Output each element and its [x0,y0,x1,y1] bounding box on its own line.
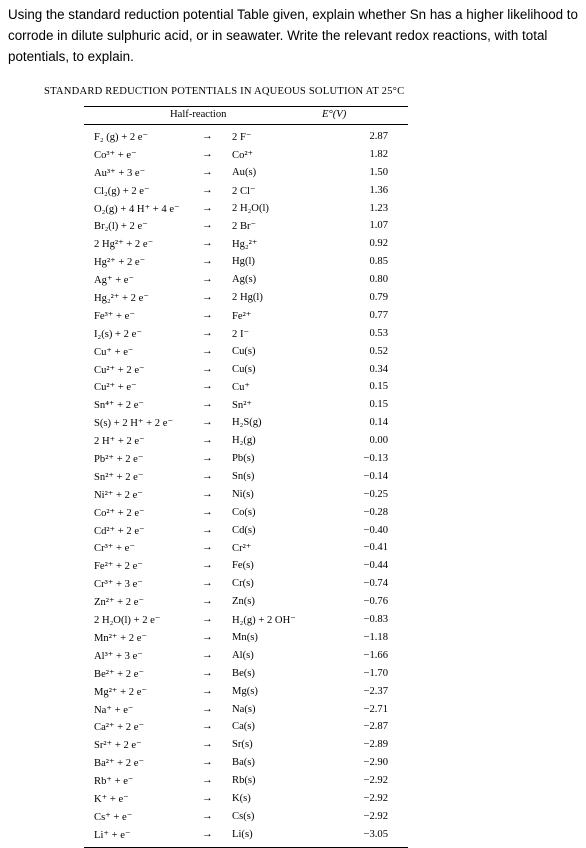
potential-value: −0.74 [363,578,388,590]
table-row [84,147,408,165]
table-row [84,433,408,451]
potential-value: 1.50 [369,166,388,178]
half-reaction-reactants: Ag⁺ + e⁻ [94,275,135,287]
half-reaction-products: Cu(s) [232,363,256,375]
potential-value: −0.40 [363,524,388,536]
half-reaction-reactants: Cu²⁺ + 2 e⁻ [94,364,145,376]
half-reaction-reactants: F₂ (g) + 2 e⁻ [94,132,149,143]
arrow-icon: → [202,274,213,286]
half-reaction-products: H₂(g) + 2 OH⁻ [232,615,296,627]
table-row [84,773,408,791]
half-reaction-products: Cr(s) [232,578,254,590]
potential-value: 0.77 [369,309,388,321]
question-text: Using the standard reduction potential Table given, explain whether Sn has a higher likelihood to corrode in dilute sulphuric acid, or in seawater. Write the relevant redox reactions, with total potentials, to explain. [8,7,578,64]
potential-value: 0.14 [369,417,388,429]
potential-value: −1.70 [363,667,388,679]
half-reaction-products: Na(s) [232,703,256,715]
arrow-icon: → [202,596,213,608]
table-row [84,326,408,344]
potential-value: 0.85 [369,256,388,268]
arrow-icon: → [202,649,213,661]
half-reaction-reactants: Li⁺ + e⁻ [94,829,131,841]
half-reaction-products: Li(s) [232,828,253,840]
half-reaction-reactants: Cr³⁺ + e⁻ [94,543,135,555]
half-reaction-products: 2 H₂O(l) [232,202,269,214]
arrow-icon: → [202,470,213,482]
table-row [84,755,408,773]
half-reaction-products: Cu⁺ [232,382,250,394]
half-reaction-reactants: Na⁺ + e⁻ [94,704,134,716]
half-reaction-products: Al(s) [232,649,254,661]
potential-value: −0.13 [363,453,388,465]
half-reaction-products: 2 I⁻ [232,328,250,340]
half-reaction-products: 2 F⁻ [232,132,252,143]
table-row [84,344,408,362]
arrow-icon: → [202,256,213,268]
half-reaction-products: Pb(s) [232,453,255,465]
arrow-icon: → [202,560,213,572]
table-row [84,576,408,594]
table-row [84,791,408,809]
potential-value: −0.41 [363,542,388,554]
half-reaction-products: Cr²⁺ [232,543,252,555]
potential-value: −2.37 [363,685,388,697]
arrow-icon: → [202,828,213,840]
half-reaction-products: Co²⁺ [232,149,254,161]
arrow-icon: → [202,363,213,375]
arrow-icon: → [202,220,213,232]
table-row [84,487,408,505]
half-reaction-products: Rb(s) [232,775,256,787]
table-row [84,236,408,254]
header-half-reaction: Half-reaction [170,109,227,120]
table-row [84,594,408,612]
half-reaction-reactants: Ca²⁺ + 2 e⁻ [94,722,145,734]
arrow-icon: → [202,667,213,679]
arrow-icon: → [202,578,213,590]
half-reaction-products: Mn(s) [232,631,258,643]
potential-value: −0.83 [363,614,388,626]
half-reaction-products: Ba(s) [232,757,255,769]
arrow-icon: → [202,184,213,196]
arrow-icon: → [202,202,213,214]
half-reaction-products: Mg(s) [232,685,258,697]
table-row [84,648,408,666]
half-reaction-reactants: Hg²⁺ + 2 e⁻ [94,257,146,269]
half-reaction-reactants: Br₂(l) + 2 e⁻ [94,221,148,233]
table-title: STANDARD REDUCTION POTENTIALS IN AQUEOUS SOLUTION AT 25°C [44,86,405,97]
half-reaction-reactants: Co³⁺ + e⁻ [94,149,137,161]
table-row [84,523,408,541]
potential-value: −1.66 [363,649,388,661]
half-reaction-products: Hg(l) [232,256,255,268]
arrow-icon: → [202,703,213,715]
arrow-icon: → [202,309,213,321]
half-reaction-products: 2 Cl⁻ [232,185,256,197]
half-reaction-reactants: Sr²⁺ + 2 e⁻ [94,740,142,752]
potential-value: −2.92 [363,810,388,822]
table-row [84,719,408,737]
table-row [84,129,408,147]
potential-value: −1.18 [363,631,388,643]
table-body [84,125,408,847]
table-row [84,397,408,415]
arrow-icon: → [202,542,213,554]
half-reaction-reactants: 2 H₂O(l) + 2 e⁻ [94,615,161,627]
half-reaction-reactants: Hg₂²⁺ + 2 e⁻ [94,293,149,305]
table-row [84,666,408,684]
half-reaction-reactants: Co²⁺ + 2 e⁻ [94,507,145,519]
arrow-icon: → [202,131,213,142]
potential-value: 0.34 [369,363,388,375]
half-reaction-products: Be(s) [232,667,255,679]
half-reaction-products: 2 Hg(l) [232,292,263,304]
arrow-icon: → [202,345,213,357]
arrow-icon: → [202,792,213,804]
half-reaction-reactants: Ni²⁺ + 2 e⁻ [94,489,143,501]
half-reaction-reactants: Cd²⁺ + 2 e⁻ [94,525,145,537]
half-reaction-products: Au(s) [232,166,257,178]
table-row [84,630,408,648]
half-reaction-reactants: Sn⁴⁺ + 2 e⁻ [94,400,144,412]
table-row [84,183,408,201]
arrow-icon: → [202,810,213,822]
arrow-icon: → [202,435,213,447]
table-row [84,737,408,755]
arrow-icon: → [202,721,213,733]
table-row [84,290,408,308]
half-reaction-reactants: Pb²⁺ + 2 e⁻ [94,454,144,466]
half-reaction-reactants: Be²⁺ + 2 e⁻ [94,668,145,680]
half-reaction-reactants: Rb⁺ + e⁻ [94,776,134,788]
potential-value: −0.25 [363,488,388,500]
arrow-icon: → [202,166,213,178]
half-reaction-products: 2 Br⁻ [232,221,257,233]
potential-value: 0.80 [369,274,388,286]
half-reaction-reactants: Fe²⁺ + 2 e⁻ [94,561,143,573]
half-reaction-reactants: Sn²⁺ + 2 e⁻ [94,471,144,483]
arrow-icon: → [202,757,213,769]
potential-value: −2.92 [363,775,388,787]
table-header [84,107,408,125]
half-reaction-reactants: Cr³⁺ + 3 e⁻ [94,579,143,591]
arrow-icon: → [202,506,213,518]
half-reaction-reactants: Mg²⁺ + 2 e⁻ [94,686,147,698]
half-reaction-products: Sn²⁺ [232,400,252,412]
half-reaction-reactants: O₂(g) + 4 H⁺ + 4 e⁻ [94,203,180,215]
table-row [84,308,408,326]
half-reaction-products: Sn(s) [232,470,255,482]
table-row [84,809,408,827]
potential-value: 2.87 [369,131,388,142]
half-reaction-reactants: S(s) + 2 H⁺ + 2 e⁻ [94,418,174,430]
potential-value: 0.79 [369,292,388,304]
arrow-icon: → [202,417,213,429]
half-reaction-products: Co(s) [232,506,256,518]
table-row [84,362,408,380]
arrow-icon: → [202,327,213,339]
table-row [84,165,408,183]
potential-value: 1.36 [369,184,388,196]
half-reaction-products: Cd(s) [232,524,256,536]
half-reaction-reactants: Al³⁺ + 3 e⁻ [94,650,143,662]
half-reaction-products: H₂S(g) [232,417,262,429]
half-reaction-reactants: Ba²⁺ + 2 e⁻ [94,758,145,770]
potential-value: 1.07 [369,220,388,232]
half-reaction-reactants: 2 H⁺ + 2 e⁻ [94,436,145,448]
half-reaction-reactants: I₂(s) + 2 e⁻ [94,328,142,340]
half-reaction-reactants: Cu²⁺ + e⁻ [94,382,137,394]
arrow-icon: → [202,453,213,465]
potential-value: 0.15 [369,381,388,393]
potential-value: 0.15 [369,399,388,411]
reduction-potential-table [84,106,408,848]
arrow-icon: → [202,685,213,697]
arrow-icon: → [202,148,213,160]
arrow-icon: → [202,292,213,304]
potential-value: −2.71 [363,703,388,715]
potential-value: −3.05 [363,828,388,840]
half-reaction-reactants: Cs⁺ + e⁻ [94,811,133,823]
potential-value: −0.14 [363,470,388,482]
half-reaction-products: Ca(s) [232,721,255,733]
half-reaction-products: Hg₂²⁺ [232,239,258,251]
table-row [84,451,408,469]
potential-value: −0.28 [363,506,388,518]
potential-value: −2.87 [363,721,388,733]
potential-value: −2.89 [363,739,388,751]
table-row [84,254,408,272]
table-row [84,379,408,397]
potential-value: 0.52 [369,345,388,357]
table-row [84,540,408,558]
half-reaction-products: Cs(s) [232,810,255,822]
table-row [84,702,408,720]
half-reaction-reactants: Zn²⁺ + 2 e⁻ [94,597,145,609]
arrow-icon: → [202,739,213,751]
half-reaction-reactants: 2 Hg²⁺ + 2 e⁻ [94,239,154,251]
header-potential: E°(V) [322,109,347,120]
arrow-icon: → [202,524,213,536]
arrow-icon: → [202,631,213,643]
half-reaction-reactants: Mn²⁺ + 2 e⁻ [94,632,147,644]
potential-value: −2.92 [363,792,388,804]
half-reaction-reactants: K⁺ + e⁻ [94,793,129,805]
arrow-icon: → [202,381,213,393]
arrow-icon: → [202,614,213,626]
table-row [84,827,408,845]
half-reaction-products: Fe(s) [232,560,254,572]
half-reaction-reactants: Fe³⁺ + e⁻ [94,310,135,322]
table-row [84,505,408,523]
half-reaction-reactants: Cu⁺ + e⁻ [94,346,134,358]
half-reaction-products: Cu(s) [232,345,256,357]
half-reaction-products: H₂(g) [232,435,256,447]
table-row [84,272,408,290]
arrow-icon: → [202,775,213,787]
half-reaction-products: Zn(s) [232,596,255,608]
arrow-icon: → [202,488,213,500]
potential-value: −2.90 [363,757,388,769]
table-row [84,684,408,702]
half-reaction-reactants: Cl₂(g) + 2 e⁻ [94,185,150,197]
table-row [84,201,408,219]
potential-value: 1.82 [369,148,388,160]
potential-value: 1.23 [369,202,388,214]
potential-value: 0.00 [369,435,388,447]
table-row [84,469,408,487]
half-reaction-products: Ni(s) [232,488,254,500]
potential-value: −0.76 [363,596,388,608]
half-reaction-reactants: Au³⁺ + 3 e⁻ [94,167,146,179]
table-row [84,558,408,576]
potential-value: −0.44 [363,560,388,572]
half-reaction-products: Fe²⁺ [232,310,252,322]
potential-value: 0.92 [369,238,388,250]
half-reaction-products: Sr(s) [232,739,253,751]
arrow-icon: → [202,238,213,250]
arrow-icon: → [202,399,213,411]
table-row [84,415,408,433]
half-reaction-products: K(s) [232,792,251,804]
table-row [84,218,408,236]
potential-value: 0.53 [369,327,388,339]
table-row [84,612,408,630]
half-reaction-products: Ag(s) [232,274,257,286]
